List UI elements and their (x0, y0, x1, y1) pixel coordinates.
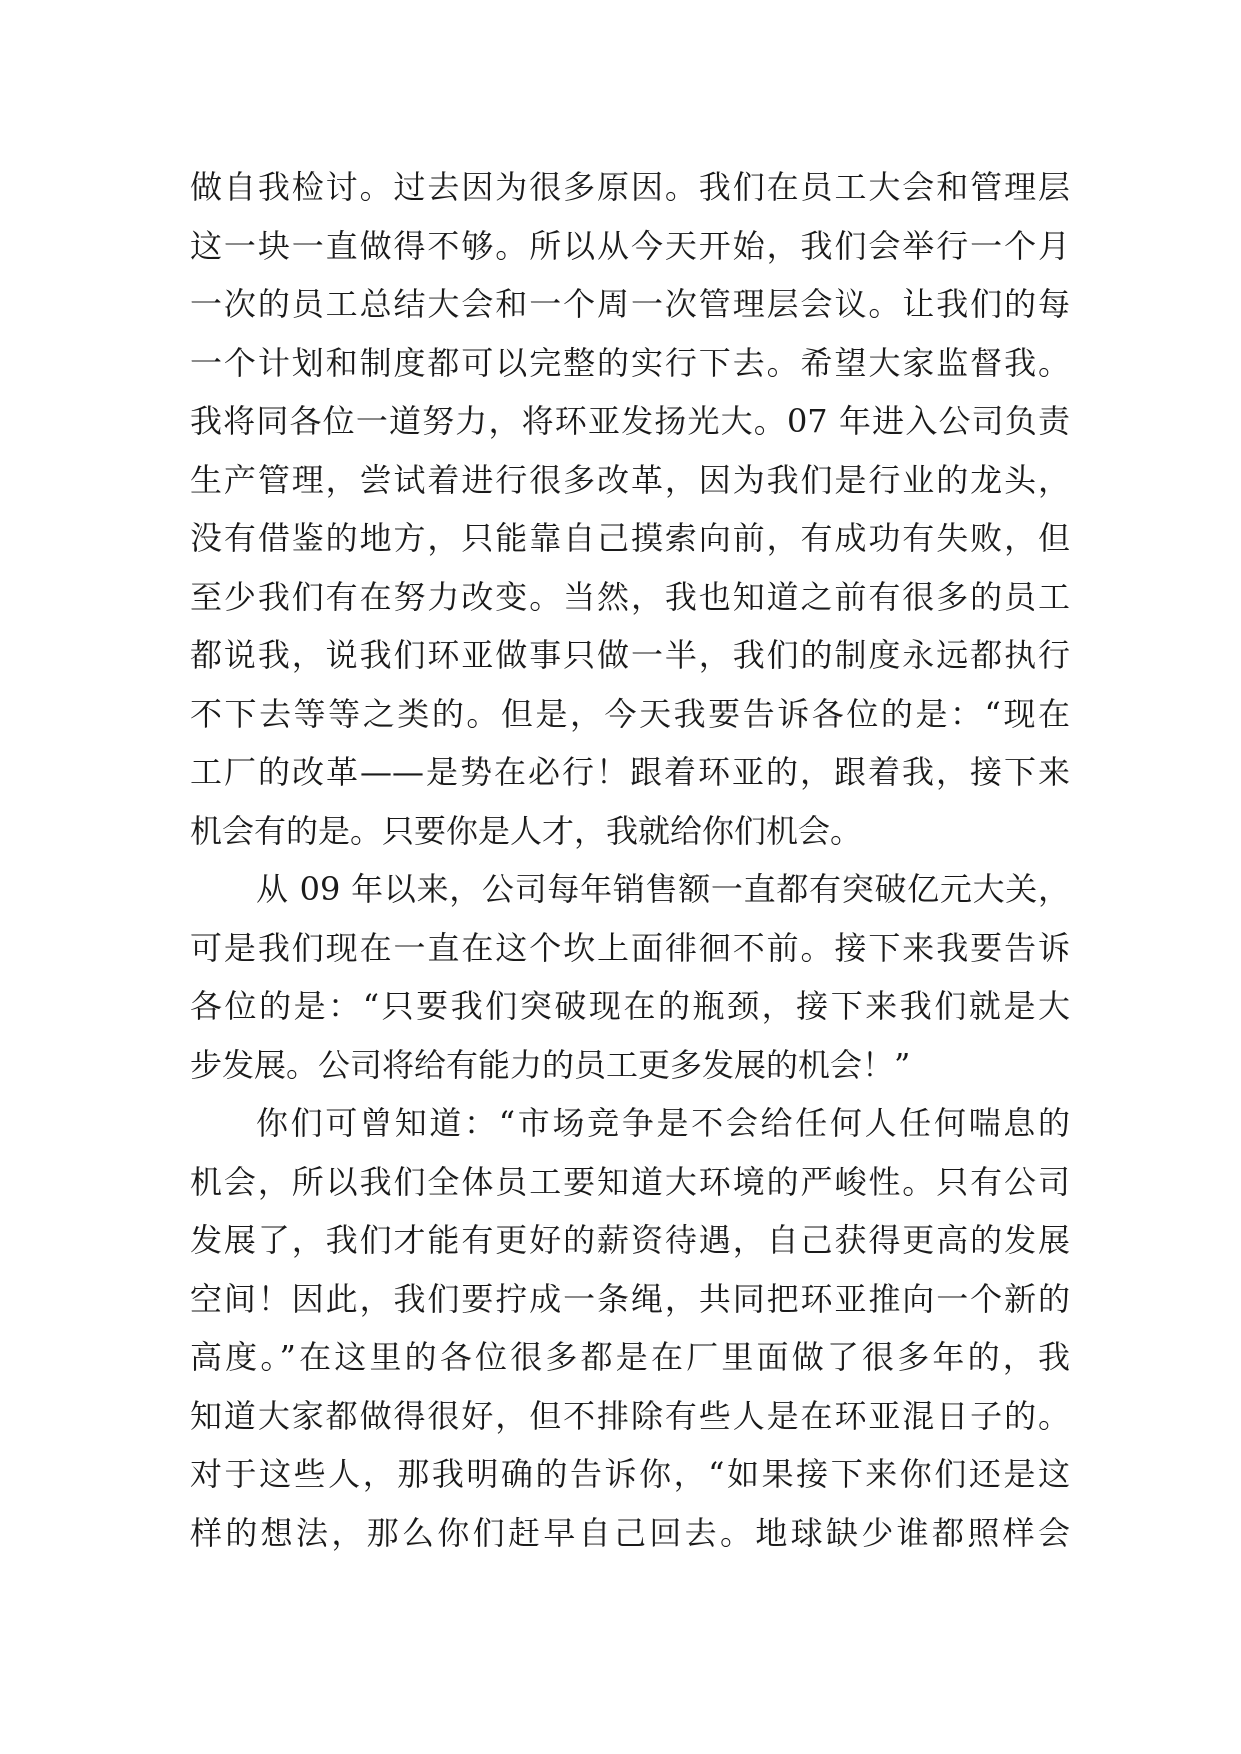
text-line: 一次的员工总结大会和一个周一次管理层会议。让我们的每 (190, 285, 1070, 323)
text-line: 样的想法，那么你们赶早自己回去。地球缺少谁都照样会 (190, 1513, 1070, 1552)
text-line: 这一块一直做得不够。所以从今天开始，我们会举行一个月 (190, 226, 1070, 265)
text-line: 一个计划和制度都可以完整的实行下去。希望大家监督我。 (190, 343, 1070, 382)
text-line: 空间！因此，我们要拧成一条绳，共同把环亚推向一个新的 (190, 1279, 1070, 1318)
text-line: 不下去等等之类的。但是，今天我要告诉各位的是：“现在 (190, 694, 1070, 733)
text-line: 生产管理，尝试着进行很多改革，因为我们是行业的龙头， (190, 460, 1070, 499)
text-line: 没有借鉴的地方，只能靠自己摸索向前，有成功有失败，但 (190, 519, 1070, 557)
text-line: 从 09 年以来，公司每年销售额一直都有突破亿元大关， (256, 870, 1070, 908)
text-line: 工厂的改革——是势在必行！跟着环亚的，跟着我，接下来 (190, 753, 1070, 791)
text-line: 我将同各位一道努力，将环亚发扬光大。07 年进入公司负责 (190, 402, 1070, 440)
text-line: 机会有的是。只要你是人才，我就给你们机会。 (190, 811, 863, 850)
text-line: 可是我们现在一直在这个坎上面徘徊不前。接下来我要告诉 (190, 928, 1070, 967)
text-line: 你们可曾知道：“市场竞争是不会给任何人任何喘息的 (256, 1104, 1070, 1142)
text-line: 机会，所以我们全体员工要知道大环境的严峻性。只有公司 (190, 1162, 1070, 1201)
text-line: 发展了，我们才能有更好的薪资待遇，自己获得更高的发展 (190, 1221, 1070, 1259)
text-line: 做自我检讨。过去因为很多原因。我们在员工大会和管理层 (190, 168, 1070, 206)
text-line: 高度。”在这里的各位很多都是在厂里面做了很多年的，我 (190, 1338, 1070, 1376)
text-line: 各位的是：“只要我们突破现在的瓶颈，接下来我们就是大 (190, 987, 1070, 1025)
text-line: 至少我们有在努力改变。当然，我也知道之前有很多的员工 (190, 577, 1070, 616)
text-line: 知道大家都做得很好，但不排除有些人是在环亚混日子的。 (190, 1396, 1070, 1435)
body-text (190, 158, 1070, 1562)
text-line: 对于这些人，那我明确的告诉你，“如果接下来你们还是这 (190, 1455, 1070, 1493)
text-line: 步发展。公司将给有能力的员工更多发展的机会！” (190, 1045, 911, 1084)
text-line: 都说我，说我们环亚做事只做一半，我们的制度永远都执行 (190, 636, 1070, 674)
